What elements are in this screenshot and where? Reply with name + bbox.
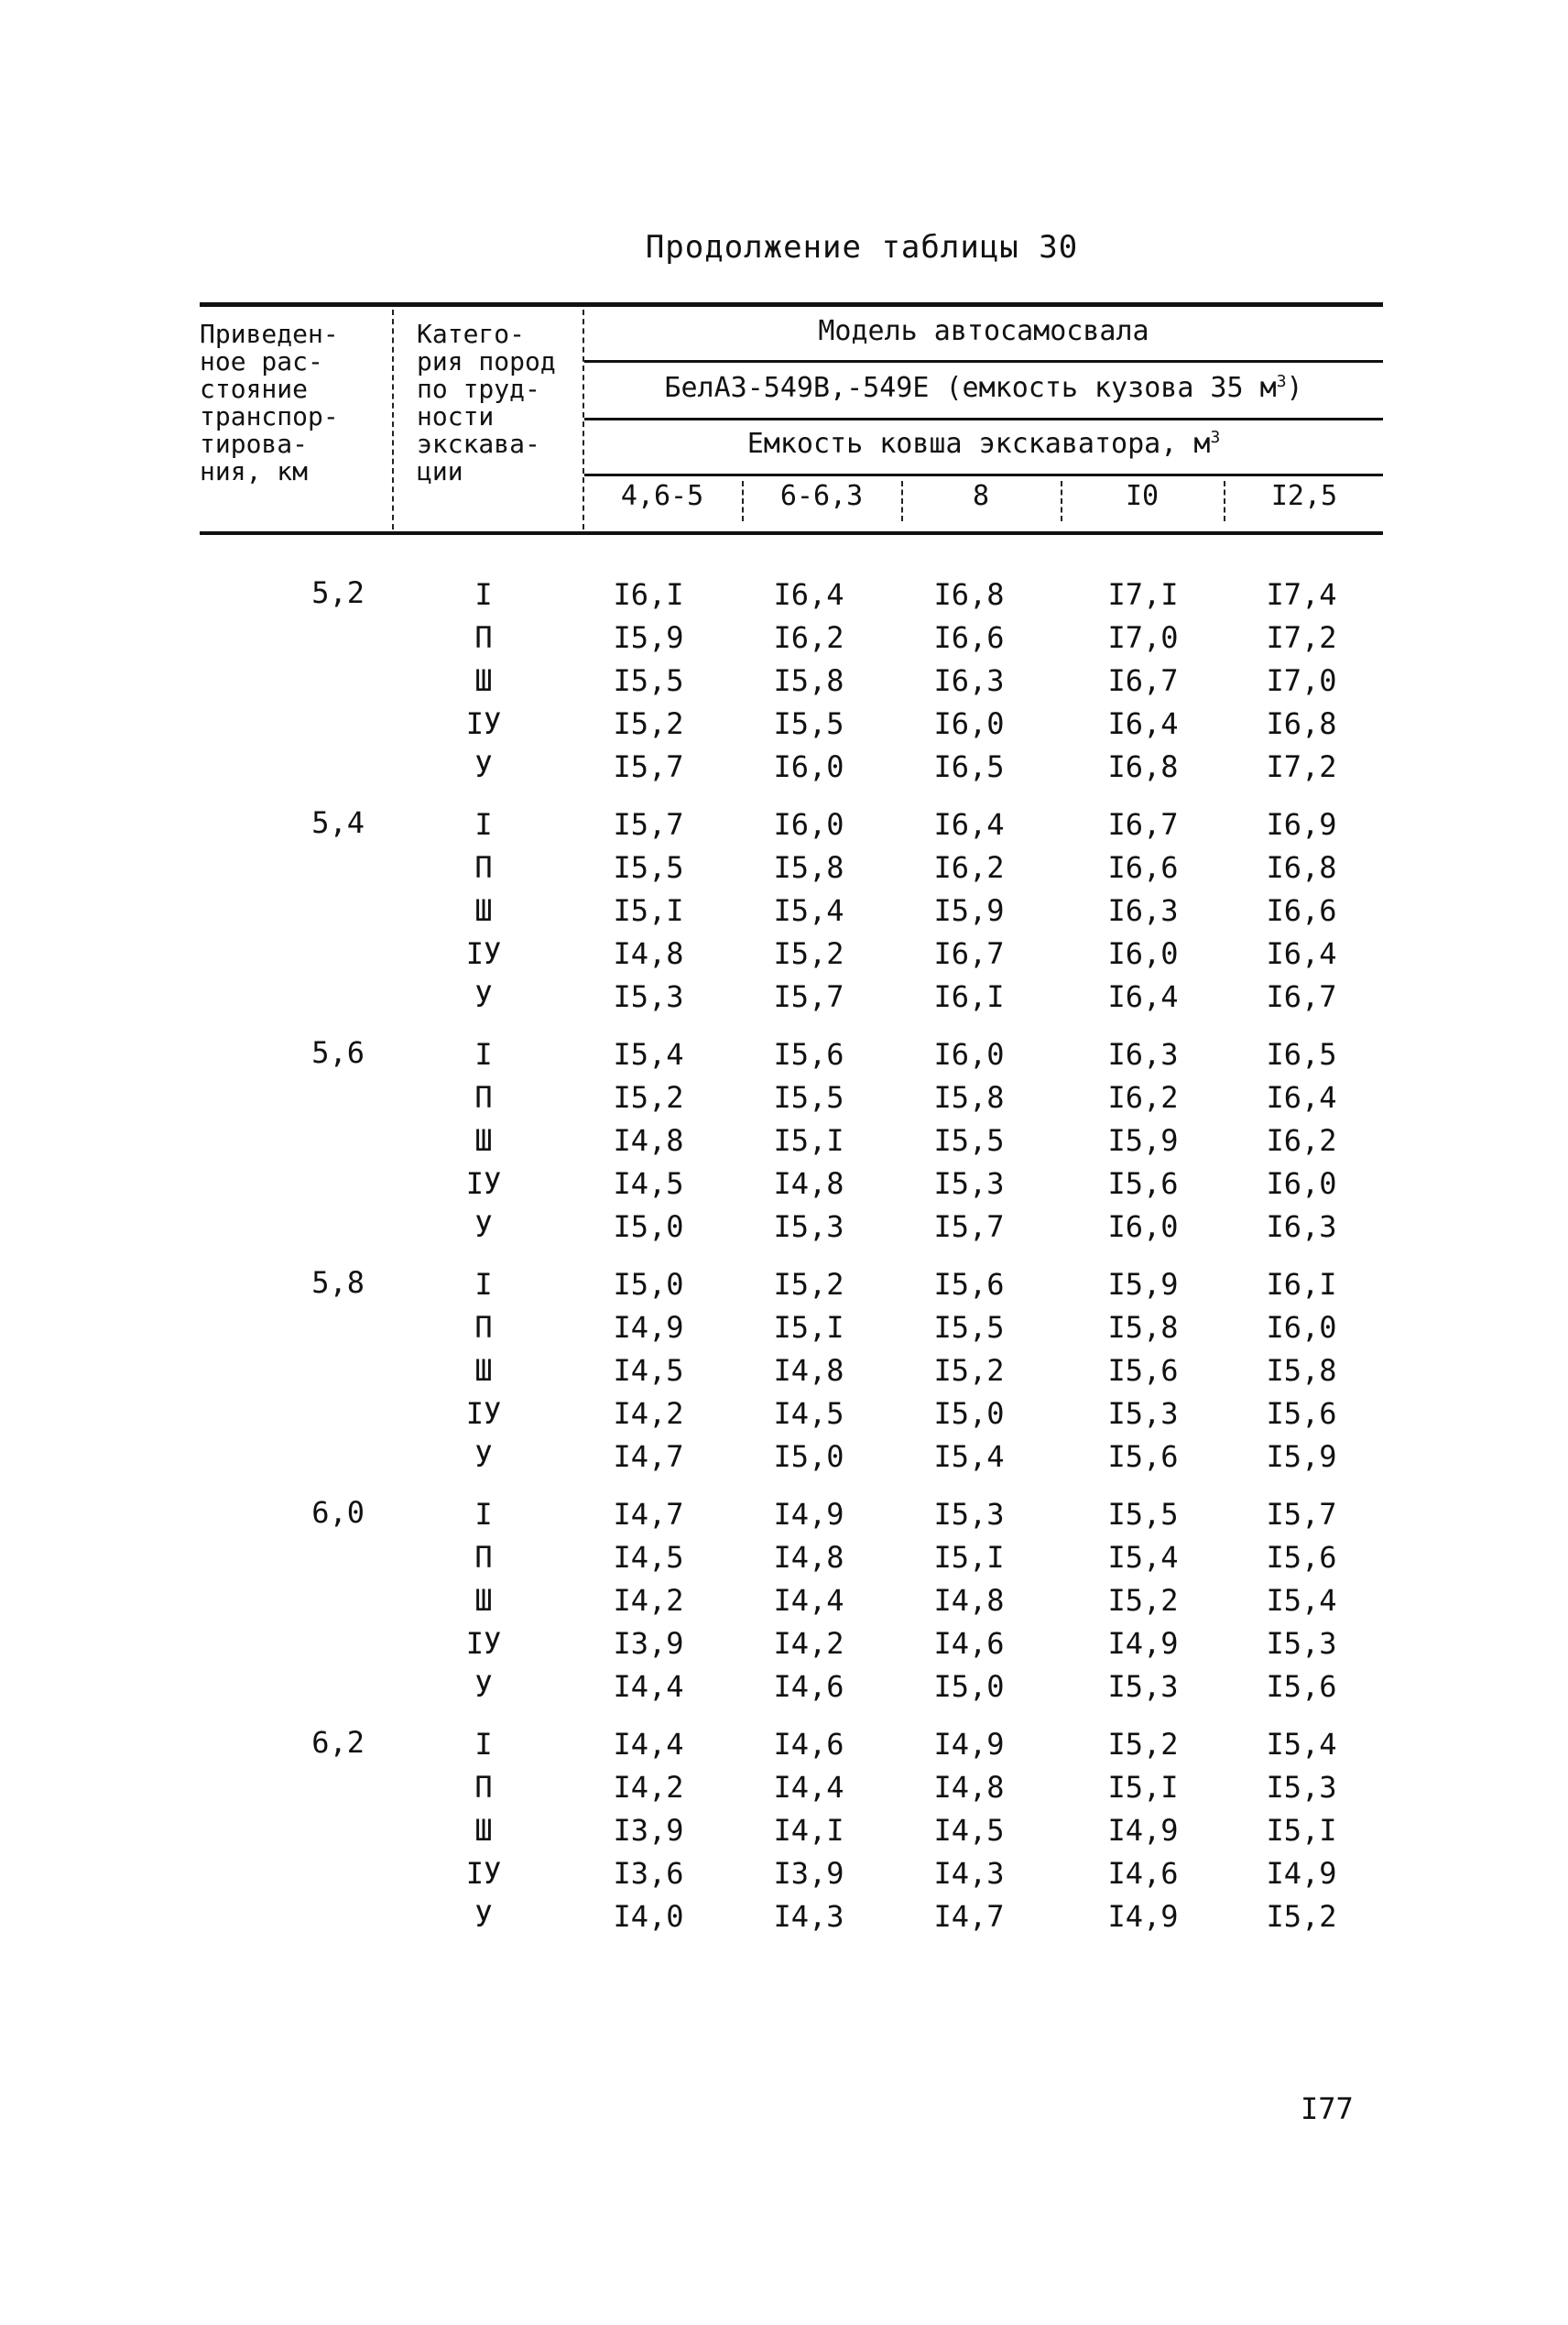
category: Ш [474,893,493,928]
cell: I5,5 [933,1310,1005,1345]
table-row [200,1540,1383,1583]
table-row [200,1123,1383,1166]
cell: I5,7 [933,1209,1005,1244]
cell: I5,3 [933,1497,1005,1532]
capacity-header: I2,5 [1270,480,1338,512]
cell: I5,0 [933,1396,1005,1431]
table-row [200,577,1383,620]
cell: I5,2 [613,706,684,741]
table-row [200,1209,1383,1252]
cell: I4,8 [613,936,684,971]
category: У [474,749,493,784]
cell: I5,3 [1107,1396,1179,1431]
capacity-header: 8 [972,480,990,512]
cell: I5,2 [773,936,844,971]
cell: I6,0 [1266,1310,1337,1345]
table-row [200,936,1383,979]
cell: I5,2 [1107,1727,1179,1762]
distance-value: 5,8 [311,1265,365,1300]
header-category: Катего- рия пород по труд- ности экскава- ции [417,319,556,486]
cell: I4,9 [613,1310,684,1345]
cell: I6,3 [1107,1037,1179,1072]
cell: I6,9 [1266,807,1337,842]
table-row [200,1497,1383,1540]
category: IУ [465,706,502,741]
table-top-rule [200,302,1383,307]
cell: I6,3 [1107,893,1179,928]
cell: I4,3 [933,1856,1005,1891]
cell: I6,6 [1107,850,1179,885]
cell: I4,8 [613,1123,684,1158]
cell: I6,8 [1266,706,1337,741]
cell: I4,4 [613,1669,684,1704]
category: У [474,979,493,1014]
distance-value: 5,4 [311,805,365,840]
cell: I5,9 [1107,1123,1179,1158]
cell: I6,5 [933,749,1005,784]
cell: I6,6 [1266,893,1337,928]
cell: I5,4 [933,1439,1005,1474]
header-truck-model: Модель автосамосвала [818,315,1149,347]
cell: I5,8 [1266,1353,1337,1388]
cell: I6,8 [1107,749,1179,784]
cell: I4,2 [773,1626,844,1661]
table-row [200,1439,1383,1482]
cell: I5,0 [613,1267,684,1302]
cell: I3,6 [613,1856,684,1891]
cell: I4,5 [933,1813,1005,1848]
cell: I6,3 [1266,1209,1337,1244]
cell: I5,4 [1266,1727,1337,1762]
table-row [200,1899,1383,1942]
category: Ш [474,1813,493,1848]
category: П [474,1080,493,1115]
cell: I4,3 [773,1899,844,1934]
category: П [474,1310,493,1345]
category: IУ [465,1166,502,1201]
cell: I4,2 [613,1770,684,1805]
cell: I6,8 [1266,850,1337,885]
capacity-header: 6-6,3 [779,480,864,512]
cell: I6,3 [933,663,1005,698]
cell: I4,0 [613,1899,684,1934]
cell: I6,0 [1266,1166,1337,1201]
cell: I5,4 [773,893,844,928]
cell: I4,4 [773,1770,844,1805]
category: Ш [474,1123,493,1158]
cell: I5,8 [773,850,844,885]
cell: I5,6 [933,1267,1005,1302]
cell: I6,0 [933,1037,1005,1072]
cell: I6,2 [933,850,1005,885]
category: IУ [465,1396,502,1431]
cell: I6,0 [933,706,1005,741]
cell: I5,2 [1107,1583,1179,1618]
capacity-header: 4,6-5 [620,480,704,512]
cell: I6,7 [933,936,1005,971]
cell: I5,2 [933,1353,1005,1388]
category: Ш [474,663,493,698]
cell: I4,5 [613,1353,684,1388]
cell: I5,2 [773,1267,844,1302]
cell: I6,8 [933,577,1005,612]
cell: I5,6 [1107,1166,1179,1201]
table-row [200,1813,1383,1856]
cell: I5,3 [933,1166,1005,1201]
cell: I6,2 [1266,1123,1337,1158]
table-caption: Продолжение таблицы 30 [645,229,1079,266]
category: У [474,1669,493,1704]
table-row [200,1037,1383,1080]
cell: I6,6 [933,620,1005,655]
cell: I5,9 [1107,1267,1179,1302]
cell: I3,9 [613,1813,684,1848]
table-row [200,850,1383,893]
table-row [200,893,1383,936]
table-row [200,1353,1383,1396]
cell: I4,6 [773,1669,844,1704]
cell: I4,8 [773,1353,844,1388]
table-row [200,663,1383,706]
cell: I4,2 [613,1583,684,1618]
cell: I5,2 [613,1080,684,1115]
cell: I5,7 [773,979,844,1014]
cell: I4,8 [933,1583,1005,1618]
table-row [200,1166,1383,1209]
cell: I5,9 [933,893,1005,928]
cell: I5,6 [1266,1669,1337,1704]
cell: I7,2 [1266,620,1337,655]
category: IУ [465,936,502,971]
cell: I5,I [933,1540,1005,1575]
category: I [474,1727,493,1762]
header-bottom-rule [200,531,1383,535]
cell: I6,I [613,577,684,612]
cell: I7,0 [1266,663,1337,698]
header-separator [392,310,394,529]
category: П [474,1770,493,1805]
cell: I5,I [1266,1813,1337,1848]
cell: I5,4 [613,1037,684,1072]
header-rule [584,418,1383,420]
capacity-header: I0 [1125,480,1160,512]
cell: I4,8 [773,1540,844,1575]
category: I [474,1267,493,1302]
table-row [200,1080,1383,1123]
cell: I5,I [773,1310,844,1345]
distance-value: 5,2 [311,575,365,610]
cell: I5,I [773,1123,844,1158]
cell: I5,5 [1107,1497,1179,1532]
cell: I5,7 [613,749,684,784]
cell: I4,8 [773,1166,844,1201]
header-rule [584,360,1383,363]
table-row [200,1856,1383,1899]
cell: I4,9 [933,1727,1005,1762]
table-row [200,1626,1383,1669]
cell: I6,0 [1107,936,1179,971]
cell: I5,5 [613,850,684,885]
cell: I5,8 [773,663,844,698]
cell: I6,I [933,979,1005,1014]
cell: I5,9 [1266,1439,1337,1474]
cell: I7,4 [1266,577,1337,612]
cell: I5,5 [613,663,684,698]
distance-value: 6,0 [311,1495,365,1530]
cell: I4,5 [613,1166,684,1201]
cell: I5,4 [1107,1540,1179,1575]
cell: I5,4 [1266,1583,1337,1618]
cell: I7,I [1107,577,1179,612]
cell: I5,6 [1266,1396,1337,1431]
cell: I4,9 [773,1497,844,1532]
cell: I4,9 [1107,1813,1179,1848]
cell: I5,2 [1266,1899,1337,1934]
table-row [200,1310,1383,1353]
cell: I4,7 [933,1899,1005,1934]
cell: I4,7 [613,1439,684,1474]
cell: I3,9 [773,1856,844,1891]
cell: I6,2 [1107,1080,1179,1115]
cell: I4,4 [773,1583,844,1618]
cell: I5,6 [1107,1353,1179,1388]
cell: I4,9 [1107,1899,1179,1934]
cell: I4,4 [613,1727,684,1762]
cell: I5,6 [773,1037,844,1072]
header-bucket-capacity: Емкость ковша экскаватора, $м^3$ [746,428,1221,460]
table-row [200,1267,1383,1310]
cell: I4,9 [1107,1626,1179,1661]
cell: I7,2 [1266,749,1337,784]
cell: I6,7 [1107,807,1179,842]
cell: I5,7 [1266,1497,1337,1532]
cell: I6,2 [773,620,844,655]
category: I [474,1037,493,1072]
table-row [200,979,1383,1022]
distance-value: 5,6 [311,1035,365,1070]
cell: I5,5 [933,1123,1005,1158]
table-row [200,749,1383,792]
cell: I4,6 [1107,1856,1179,1891]
cell: I5,0 [933,1669,1005,1704]
cell: I5,9 [613,620,684,655]
cell: I4,6 [933,1626,1005,1661]
category: У [474,1209,493,1244]
cell: I3,9 [613,1626,684,1661]
cell: I5,0 [773,1439,844,1474]
cell: I4,7 [613,1497,684,1532]
table-row [200,1669,1383,1712]
cell: I6,4 [1266,1080,1337,1115]
cell: I4,5 [773,1396,844,1431]
cell: I6,5 [1266,1037,1337,1072]
category: IУ [465,1856,502,1891]
table-row [200,706,1383,749]
cell: I5,I [613,893,684,928]
category: IУ [465,1626,502,1661]
cell: I4,I [773,1813,844,1848]
category: I [474,1497,493,1532]
cell: I6,7 [1107,663,1179,698]
table-row [200,1583,1383,1626]
cell: I6,4 [1266,936,1337,971]
cell: I6,I [1266,1267,1337,1302]
cell: I5,8 [1107,1310,1179,1345]
cell: I6,0 [773,749,844,784]
table-row [200,1396,1383,1439]
page-number: I77 [1301,2091,1354,2126]
cell: I4,9 [1266,1856,1337,1891]
cell: I5,3 [613,979,684,1014]
cell: I6,4 [1107,979,1179,1014]
cell: I6,4 [933,807,1005,842]
cell: I7,0 [1107,620,1179,655]
category: П [474,620,493,655]
cell: I5,0 [613,1209,684,1244]
cell: I4,8 [933,1770,1005,1805]
table-row [200,620,1383,663]
cell: I5,6 [1107,1439,1179,1474]
cell: I4,2 [613,1396,684,1431]
table-row [200,807,1383,850]
cell: I5,3 [1266,1626,1337,1661]
cell: I6,0 [773,807,844,842]
table-row [200,1770,1383,1813]
cell: I6,4 [773,577,844,612]
category: П [474,1540,493,1575]
category: П [474,850,493,885]
header-rule [584,474,1383,476]
category: Ш [474,1353,493,1388]
cell: I5,5 [773,706,844,741]
cell: I4,6 [773,1727,844,1762]
category: I [474,577,493,612]
category: I [474,807,493,842]
cell: I5,3 [1107,1669,1179,1704]
header-truck-name: БелАЗ-549В,-549Е (емкость кузова 35 $м^3$) [664,372,1303,404]
distance-value: 6,2 [311,1725,365,1760]
cell: I5,6 [1266,1540,1337,1575]
cell: I6,7 [1266,979,1337,1014]
cell: I5,7 [613,807,684,842]
cell: I5,3 [1266,1770,1337,1805]
category: У [474,1439,493,1474]
category: Ш [474,1583,493,1618]
cell: I6,0 [1107,1209,1179,1244]
cell: I5,I [1107,1770,1179,1805]
header-distance: Приведен- ное рас- стояние транспор- тирова- ния, км [200,319,339,486]
cell: I6,4 [1107,706,1179,741]
cell: I5,5 [773,1080,844,1115]
cell: I5,8 [933,1080,1005,1115]
cell: I4,5 [613,1540,684,1575]
category: У [474,1899,493,1934]
cell: I5,3 [773,1209,844,1244]
table-row [200,1727,1383,1770]
